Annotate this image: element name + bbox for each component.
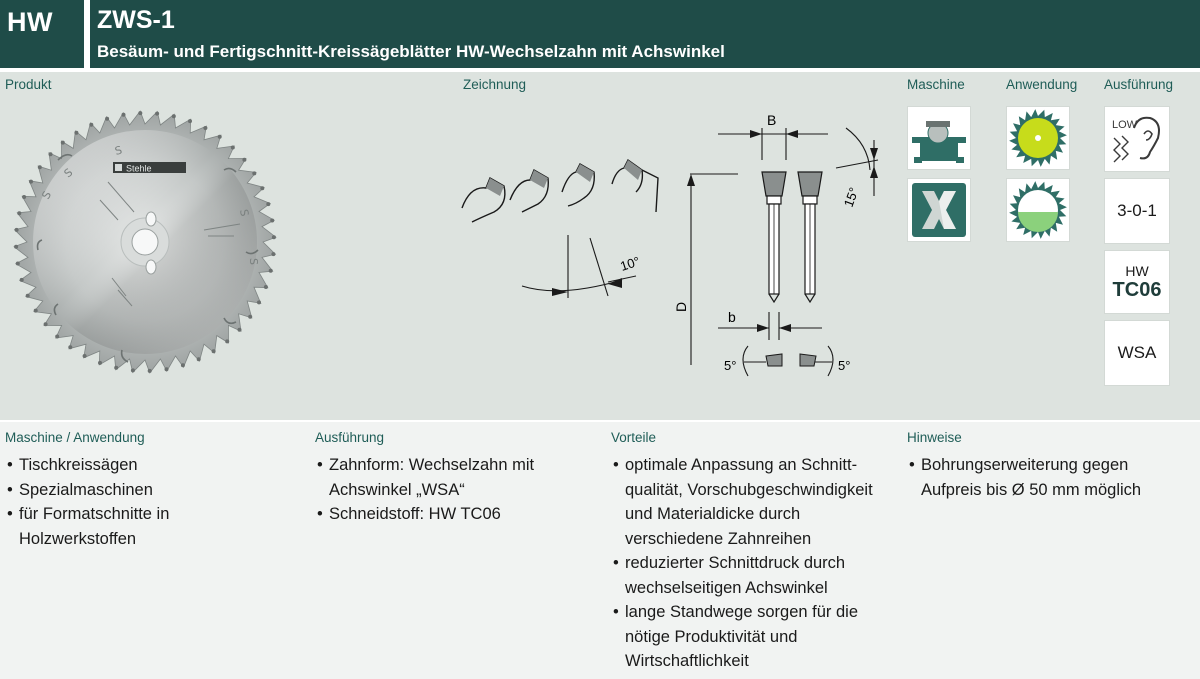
svg-text:S: S xyxy=(39,188,55,202)
carbide-tip xyxy=(272,235,276,239)
blade-brand: Stehle xyxy=(126,163,152,174)
col-execution xyxy=(315,430,575,527)
carbide-tip xyxy=(49,152,53,156)
carbide-tip xyxy=(16,262,20,266)
carbide-tip xyxy=(148,369,152,373)
carbide-tip xyxy=(74,131,78,135)
carbide-tip xyxy=(252,171,256,175)
cross-section-left xyxy=(762,172,786,302)
carbide-tip xyxy=(266,202,270,206)
col-label: Ausführung xyxy=(315,430,385,445)
carbide-tip xyxy=(20,278,24,282)
tooth-code: 3-0-1 xyxy=(1117,201,1157,220)
cross-section-right xyxy=(798,172,822,302)
svg-text:S: S xyxy=(61,165,76,181)
low-noise-ear-icon xyxy=(1106,108,1168,170)
carbide-tip xyxy=(231,146,235,150)
header-code-block xyxy=(0,0,84,68)
list-item: • lange Standwege sorgen für die nötige Produktivität und Wirtschaftlichkeit xyxy=(611,600,865,674)
machine-table-saw-tile xyxy=(907,106,971,170)
carbide-tip xyxy=(165,367,169,371)
list-item: • Spezialmaschinen xyxy=(5,478,300,503)
drawing-label: Zeichnung xyxy=(463,77,527,92)
carbide-tip xyxy=(29,180,33,184)
carbide-tip xyxy=(269,269,273,273)
col-notes xyxy=(907,430,1187,502)
full-cut-blade-icon xyxy=(1007,107,1069,169)
application-half-tile xyxy=(1006,178,1070,242)
carbide-tip xyxy=(105,117,109,121)
page-title: ZWS-1 xyxy=(97,6,175,34)
width-b-dimension xyxy=(718,128,828,160)
arrow-bsmall-left xyxy=(757,324,769,332)
technical-drawing xyxy=(450,100,890,400)
carbide-tip xyxy=(26,294,30,298)
list-item: • Zahnform: Wechselzahn mit Achswinkel „WSA“ xyxy=(315,453,569,502)
tooth-code-tile xyxy=(1104,178,1170,244)
carbide-tip xyxy=(61,141,65,145)
carbide-tip xyxy=(155,112,159,116)
carbide-tip xyxy=(34,309,38,313)
list-item: • reduzierter Schnittdruck durch wechselseitigen Achswinkel xyxy=(611,551,885,600)
carbide-tip xyxy=(271,252,275,256)
arrow-15-top xyxy=(870,148,878,160)
list-item: • für Formatschnitte in Holzwerkstoffen xyxy=(5,502,194,551)
carbide-tip xyxy=(257,300,261,304)
list-item: • optimale Anpassung an Schnitt-qualität, Vorschubgeschwindigkeit und Materialdicke durch verschiedene Zahnreihen xyxy=(611,453,897,551)
format-saw-x-icon xyxy=(908,179,970,241)
carbide-tip xyxy=(260,186,264,190)
carbide-tip xyxy=(114,366,118,370)
carbide-tip xyxy=(14,245,18,249)
carbide-tip xyxy=(188,119,192,123)
carbide-tip xyxy=(44,322,48,326)
arrow-b-left xyxy=(750,130,762,138)
carbide-tip xyxy=(242,158,246,162)
list-item: • Tischkreissägen xyxy=(5,453,300,478)
carbide-tip xyxy=(15,228,19,232)
angle-5-left-label: 5° xyxy=(724,358,737,373)
page-subtitle: Besäum- und Fertigschnitt-Kreissägeblätter HW-Wechselzahn mit Achswinkel xyxy=(97,42,725,61)
clearance-angle xyxy=(522,235,636,298)
pin-hole-top xyxy=(146,212,156,226)
carbide-tip xyxy=(225,339,229,343)
material-small: HW xyxy=(1125,263,1149,279)
angle-15-label: 15° xyxy=(840,185,862,210)
carbide-tip xyxy=(218,135,222,139)
carbide-tip xyxy=(238,328,242,332)
teeth-carbide-tips xyxy=(486,160,642,196)
carbide-tip xyxy=(138,111,142,115)
arrow-10-left xyxy=(552,288,568,296)
col-label: Maschine / Anwendung xyxy=(5,430,145,445)
product-label: Produkt xyxy=(5,77,52,92)
tooth-tip-right xyxy=(800,346,833,376)
machine-format-saw-tile xyxy=(907,178,971,242)
arrow-bsmall-right xyxy=(779,324,791,332)
carbide-tip xyxy=(38,165,42,169)
carbide-tip xyxy=(172,114,176,118)
carbide-tip xyxy=(122,113,126,117)
dim-d-label: D xyxy=(673,301,689,312)
execution-label: Ausführung xyxy=(1104,77,1174,92)
low-noise-tile xyxy=(1104,106,1170,172)
arrow-b-right xyxy=(786,130,798,138)
header-code: HW xyxy=(7,7,53,37)
saw-blade-image xyxy=(8,100,283,385)
svg-text:S: S xyxy=(247,258,260,265)
col-machine-application xyxy=(5,430,300,551)
dim-b-upper-label: B xyxy=(767,112,777,128)
svg-text:S: S xyxy=(113,143,124,158)
carbide-tip xyxy=(270,219,274,223)
machine-label: Maschine xyxy=(907,77,965,92)
angle-10-label: 10° xyxy=(618,253,642,274)
blade-bore xyxy=(132,229,158,255)
low-label: LOW xyxy=(1112,119,1138,131)
carbide-tip xyxy=(197,357,201,361)
arrow-15-bottom xyxy=(870,166,878,178)
carbide-tip xyxy=(212,349,216,353)
carbide-tip xyxy=(83,354,87,358)
col-label: Hinweise xyxy=(907,430,962,445)
carbide-tip xyxy=(264,285,268,289)
svg-text:S: S xyxy=(237,208,252,218)
tooth-form: WSA xyxy=(1117,343,1157,362)
carbide-tip xyxy=(248,315,252,319)
brand-logo-icon xyxy=(115,164,122,171)
carbide-tip xyxy=(181,363,185,367)
carbide-tip xyxy=(68,345,72,349)
carbide-tip xyxy=(131,368,135,372)
carbide-tip xyxy=(98,361,102,365)
carbide-tip xyxy=(55,335,59,339)
pin-hole-bottom xyxy=(146,260,156,274)
header-title-block xyxy=(90,0,1200,68)
diameter-dimension xyxy=(690,174,738,365)
tooth-form-tile xyxy=(1104,320,1170,386)
carbide-tip xyxy=(89,123,93,127)
list-item: • Bohrungserweiterung gegen Aufpreis bis Ø 50 mm möglich xyxy=(907,453,1183,502)
col-advantages xyxy=(611,430,896,674)
list-item: • Schneidstoff: HW TC06 xyxy=(315,502,575,527)
application-label: Anwendung xyxy=(1006,77,1078,92)
carbide-tip xyxy=(22,195,26,199)
tooth-tip-left xyxy=(743,346,782,376)
dim-b-lower-label: b xyxy=(728,309,736,325)
table-saw-icon xyxy=(908,107,970,169)
application-full-tile xyxy=(1006,106,1070,170)
arrow-d-top xyxy=(687,174,695,186)
angle-5-right-label: 5° xyxy=(838,358,851,373)
material-tile xyxy=(1104,250,1170,314)
material-big: TC06 xyxy=(1112,279,1162,301)
carbide-tip xyxy=(17,211,21,215)
half-cut-blade-icon xyxy=(1007,179,1069,241)
axial-angle-15 xyxy=(836,128,878,196)
col-label: Vorteile xyxy=(611,430,657,445)
carbide-tip xyxy=(203,126,207,130)
